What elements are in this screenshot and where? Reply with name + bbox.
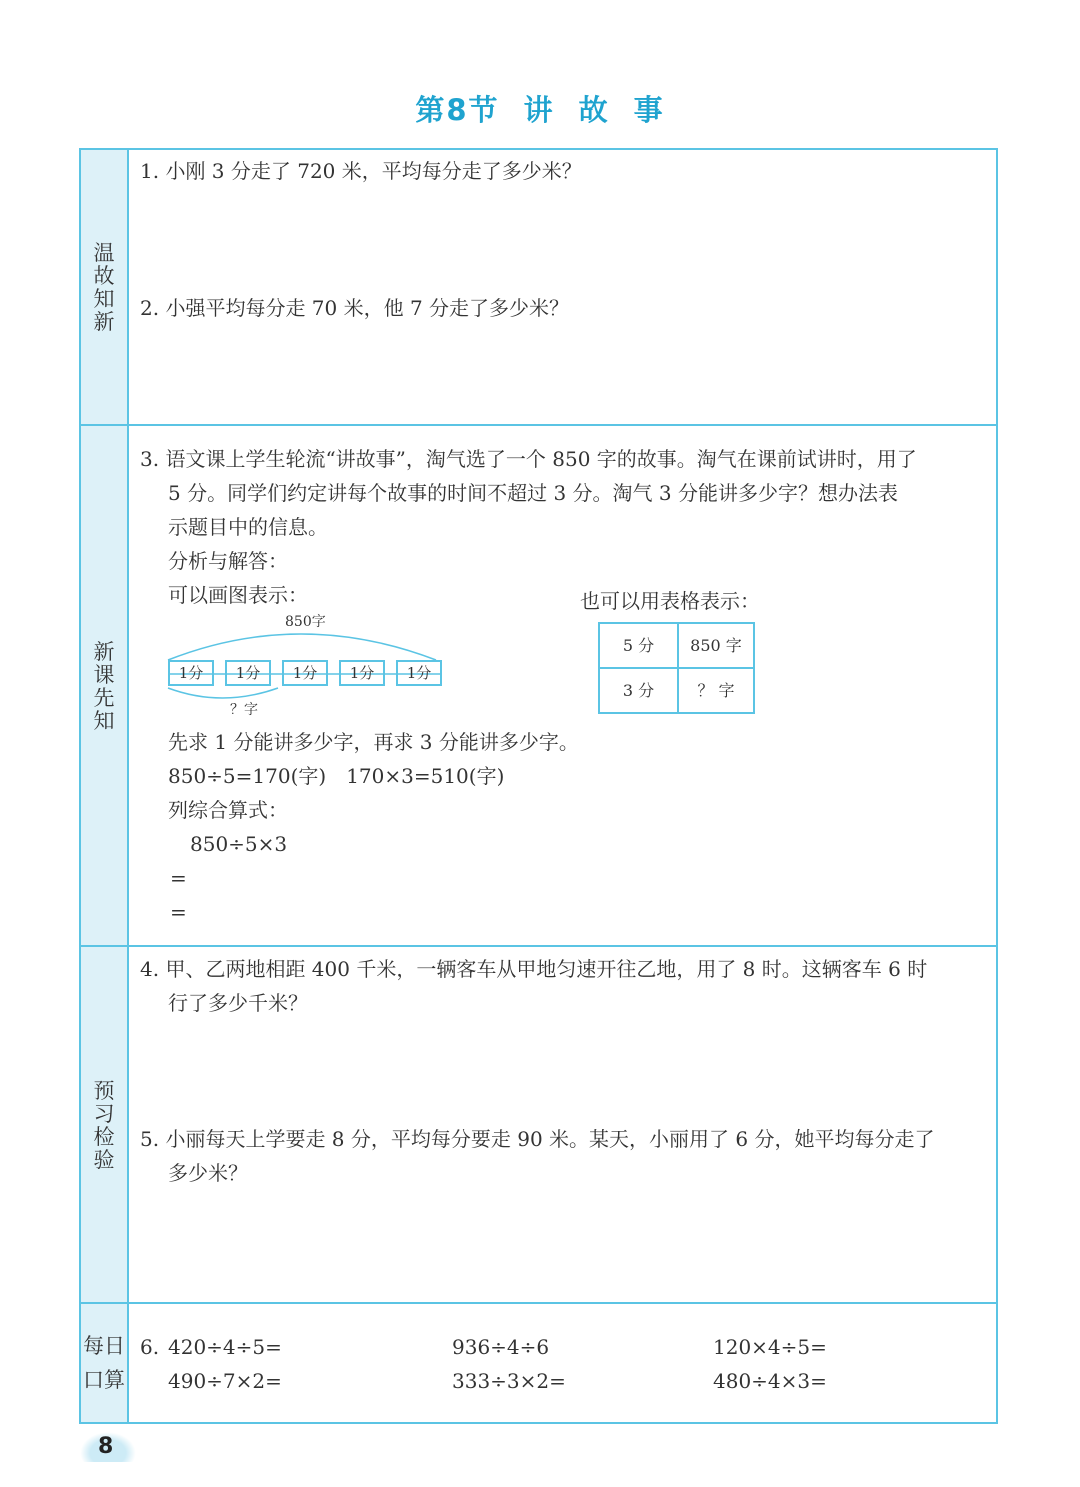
answer-blank-1: =: [170, 866, 187, 890]
total-brace: [168, 634, 436, 660]
band-label-review: 温故知新: [93, 241, 115, 334]
diagram-box: 1分: [339, 660, 385, 686]
question-5-line-2: 多少米？: [168, 1161, 248, 1185]
page-number: [80, 1432, 136, 1462]
diagram-total-label: 850字: [285, 614, 326, 630]
diagram-box: 1分: [282, 660, 328, 686]
calc-item: 480÷4×3=: [713, 1369, 827, 1393]
combined-formula: 850÷5×3: [190, 832, 288, 856]
calc-item: 936÷4÷6: [452, 1335, 550, 1359]
band-new-lesson: [81, 426, 129, 947]
band-daily-calc: [81, 1304, 129, 1422]
solution-method: 先求 1 分能讲多少字，再求 3 分能讲多少字。: [168, 730, 579, 754]
section-divider: [81, 424, 996, 426]
question-5-line-1: 5. 小丽每天上学要走 8 分，平均每分要走 90 米。某天，小丽用了 6 分，她平均每分走了: [140, 1127, 935, 1151]
title-char-3: 事: [633, 93, 665, 127]
table-label: 也可以用表格表示：: [580, 589, 760, 613]
table-cell: 3 分: [622, 681, 655, 700]
table-cell: 5 分: [622, 636, 655, 655]
section-number: 第8节: [415, 93, 500, 127]
question-3-line-1: 3. 语文课上学生轮流“讲故事”，淘气选了一个 850 字的故事。淘气在课前试讲时，用了: [140, 447, 917, 471]
band-label-oral-calc: 口算: [83, 1368, 125, 1392]
question-3-line-3: 示题目中的信息。: [168, 515, 328, 539]
answer-blank-2: =: [170, 900, 187, 924]
combined-formula-label: 列综合算式：: [168, 798, 288, 822]
calc-item: 490÷7×2=: [168, 1369, 282, 1393]
band-label-new-lesson: 新课先知: [93, 639, 115, 733]
analysis-heading: 分析与解答：: [168, 549, 288, 573]
band-label-preview-check: 预习检验: [93, 1078, 115, 1172]
calc-item: 120×4÷5=: [713, 1335, 827, 1359]
part-brace: [168, 688, 278, 698]
diagram-box: 1分: [225, 660, 271, 686]
calc-item: 420÷4÷5=: [168, 1335, 282, 1359]
diagram-unknown-label: ？字: [230, 702, 258, 718]
band-preview-check: [81, 947, 129, 1304]
table-cell: 850 字: [690, 636, 742, 655]
band-review: [81, 150, 129, 426]
question-3-line-2: 5 分。同学们约定讲每个故事的时间不超过 3 分。淘气 3 分能讲多少字？想办法表: [168, 481, 898, 505]
title-char-2: 故: [578, 93, 610, 127]
info-table: [598, 622, 755, 714]
title-char-1: 讲: [523, 93, 555, 127]
calc-item: 333÷3×2=: [452, 1369, 566, 1393]
question-6-label: 6.: [140, 1335, 160, 1359]
band-label-daily: 每日: [83, 1334, 125, 1358]
question-1: 1. 小刚 3 分走了 720 米，平均每分走了多少米？: [140, 159, 582, 183]
diagram-label: 可以画图表示：: [168, 583, 308, 607]
section-divider: [81, 945, 996, 947]
section-divider: [81, 1302, 996, 1304]
solution-steps: 850÷5=170(字) 170×3=510(字): [168, 764, 505, 788]
table-cell: ？ 字: [697, 681, 735, 700]
question-4-line-2: 行了多少千米？: [168, 991, 308, 1015]
diagram-box: 1分: [396, 660, 442, 686]
page-number-text: 8: [98, 1434, 114, 1459]
diagram-box: 1分: [168, 660, 214, 686]
question-2: 2. 小强平均每分走 70 米，他 7 分走了多少米？: [140, 296, 570, 320]
question-4-line-1: 4. 甲、乙两地相距 400 千米，一辆客车从甲地匀速开往乙地，用了 8 时。这辆客车 6 时: [140, 957, 928, 981]
page-title: [0, 88, 1080, 129]
